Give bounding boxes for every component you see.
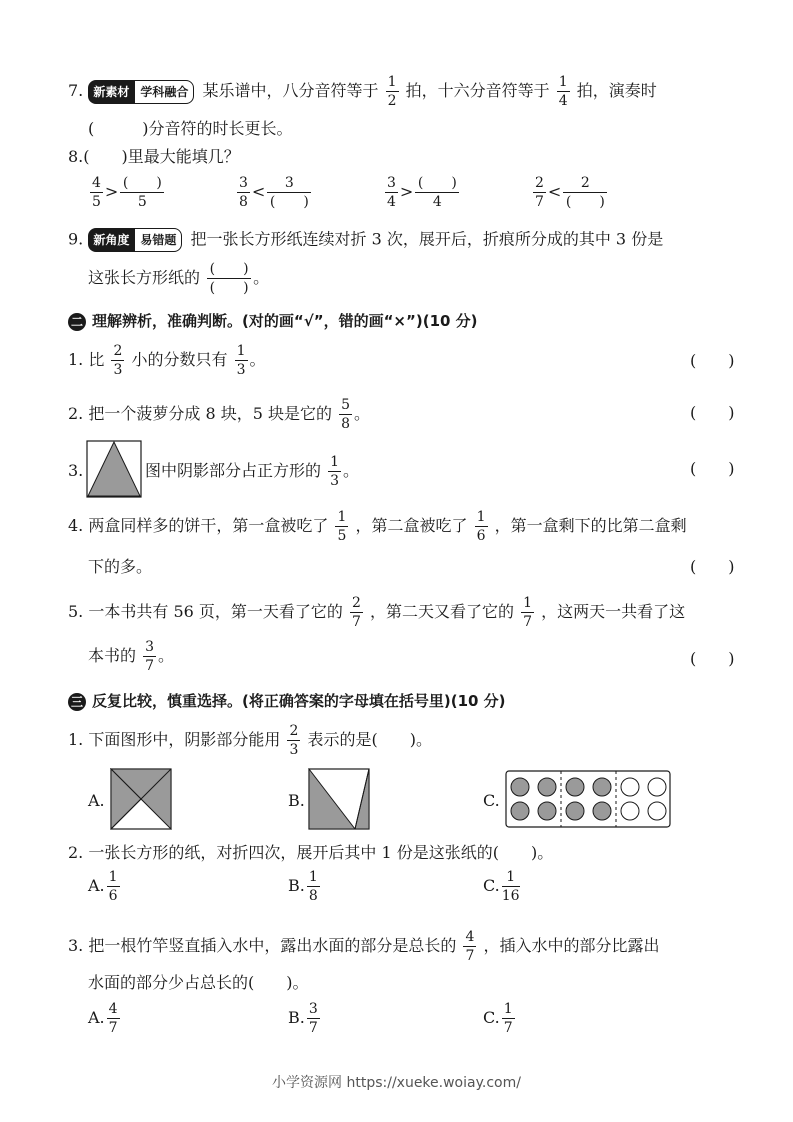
q8-item-1: $\frac{4}{5}$ > $\frac{( )}{5}$ xyxy=(88,176,166,209)
s3-q3-line2: 水面的部分少占总长的( )。 xyxy=(88,973,309,992)
question-7-line2: ( )分音符的时长更长。 xyxy=(88,119,293,138)
s2-q5-line2: 本书的 $\frac{3}{7}$ 。 xyxy=(88,639,175,674)
option-a-figure[interactable] xyxy=(110,768,172,830)
option-c-figure[interactable] xyxy=(505,770,671,828)
q8-item-3: $\frac{3}{4}$ > $\frac{( )}{4}$ xyxy=(383,176,461,209)
s2-q3: 图中阴影部分占正方形的 $\frac{1}{3}$ 。 xyxy=(145,454,360,489)
q8-item-2: $\frac{3}{8}$ < $\frac{3}{( )}$ xyxy=(235,176,313,209)
s3-q2-option-c[interactable]: C. $\frac{1}{16}$ xyxy=(483,869,520,904)
question-8: 8.( )里最大能填几？ xyxy=(68,147,240,166)
answer-paren[interactable]: ( ) xyxy=(690,557,735,576)
s3-q2-option-b[interactable]: B. $\frac{1}{8}$ xyxy=(288,869,318,904)
s3-q1: 1. 下面图形中，阴影部分能用 $\frac{2}{3}$ 表示的是( )。 xyxy=(68,723,432,758)
section-3-title: 三 反复比较，慎重选择。(将正确答案的字母填在括号里)(10 分) xyxy=(68,690,506,711)
s3-q3-option-c[interactable]: C. $\frac{1}{7}$ xyxy=(483,1001,513,1036)
s2-q5: 5. 一本书共有 56 页，第一天看了它的 $\frac{2}{7}$ ，第二天又看了它的 $\frac{1}{7}$ ，这两天一共看了这 xyxy=(68,595,686,630)
question-7: 7. 新素材 学科融合 某乐谱中，八分音符等于 $\frac{1}{2}$ 拍，十六分音符等于 $\frac{1}{4}$ 拍，演奏时 xyxy=(68,74,657,109)
answer-paren[interactable]: ( ) xyxy=(690,649,735,668)
answer-paren[interactable]: ( ) xyxy=(690,403,735,422)
s2-q2: 2. 把一个菠萝分成 8 块，5 块是它的 $\frac{5}{8}$ 。 xyxy=(68,397,371,432)
fraction: $\frac{1}{4}$ xyxy=(558,74,568,109)
s3-q3-option-a[interactable]: A. $\frac{4}{7}$ xyxy=(88,1001,118,1036)
s2-q3-num: 3. xyxy=(68,461,84,480)
option-a-label[interactable]: A. xyxy=(88,791,105,810)
option-c-label[interactable]: C. xyxy=(483,791,500,810)
section-2-title: 二 理解辨析，准确判断。(对的画“√”，错的画“×”)(10 分) xyxy=(68,310,478,331)
tag-subject: 学科融合 xyxy=(134,80,194,104)
s2-q1: 1. 比 $\frac{2}{3}$ 小的分数只有 $\frac{1}{3}$ 。 xyxy=(68,343,266,378)
question-9-line2: 这张长方形纸的 $\frac{( )}{( )}$ 。 xyxy=(88,261,270,296)
fraction: $\frac{1}{2}$ xyxy=(387,74,397,109)
tag-error-prone: 易错题 xyxy=(134,228,182,252)
s2-q4-line2: 下的多。 xyxy=(88,557,153,576)
s3-q3: 3. 把一根竹竿竖直插入水中，露出水面的部分是总长的 $\frac{4}{7}$ ，插入水中的部分比露出 xyxy=(68,929,660,964)
s2-q4: 4. 两盒同样多的饼干，第一盒被吃了 $\frac{1}{5}$ ，第二盒被吃了 $\frac{1}{6}$ ，第一盒剩下的比第二盒剩 xyxy=(68,509,687,544)
tag-new-angle: 新角度 xyxy=(88,228,134,252)
answer-paren[interactable]: ( ) xyxy=(690,351,735,370)
footer-source[interactable]: 小学资源网 https://xueke.woiay.com/ xyxy=(272,1075,521,1091)
s3-q2-option-a[interactable]: A. $\frac{1}{6}$ xyxy=(88,869,118,904)
option-b-label[interactable]: B. xyxy=(288,791,305,810)
q8-item-4: $\frac{2}{7}$ < $\frac{2}{( )}$ xyxy=(531,176,609,209)
tag-new-material: 新素材 xyxy=(88,80,134,104)
s3-q2: 2. 一张长方形的纸，对折四次，展开后其中 1 份是这张纸的( )。 xyxy=(68,843,554,862)
answer-paren[interactable]: ( ) xyxy=(690,459,735,478)
s3-q3-option-b[interactable]: B. $\frac{3}{7}$ xyxy=(288,1001,318,1036)
question-9: 9. 新角度 易错题 把一张长方形纸连续对折 3 次，展开后，折痕所分成的其中 3 份是 xyxy=(68,228,663,252)
triangle-in-square-figure xyxy=(86,440,142,498)
option-b-figure[interactable] xyxy=(308,768,370,830)
